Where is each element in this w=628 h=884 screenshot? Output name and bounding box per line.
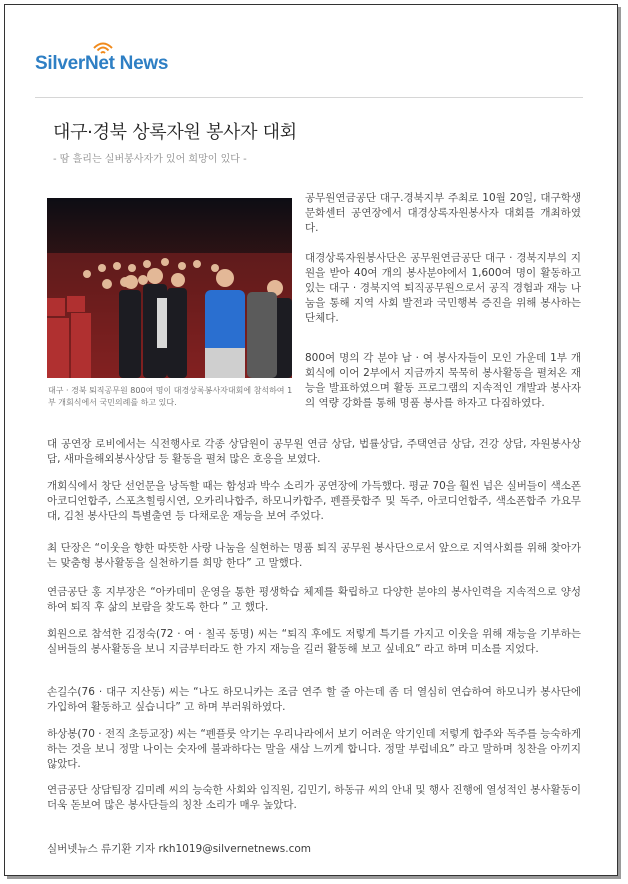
- reporter-byline: 실버넷뉴스 류기환 기자 rkh1019@silvernetnews.com: [47, 843, 311, 855]
- photo-caption: 대구 · 경북 퇴직공무원 800여 명이 대경상록봉사자대회에 참석하여 1부 개회식에서 국민의례를 하고 있다.: [48, 386, 293, 407]
- paragraph-3: 800여 명의 각 분야 남 · 여 봉사자들이 모인 가운데 1부 개회식에 이어 2부에서 지금까지 묵묵히 봉사활동을 펼쳐온 재능을 발표하였으며 활동 프로그램의 지속적인 개발과 봉사자의 역량 강화를 통해 명품 봉사를 하자고 다짐하였다.: [305, 352, 581, 409]
- paragraph-10: 하상봉(70 · 전직 초등교장) 씨는 “펜플룻 악기는 우리나라에서 보기 어려운 악기인데 저렇게 합주와 독주를 능숙하게 하는 것을 보니 정말 나이는 숫자에 불과하다는 말을 새삼 느끼게 합니다. 정말 부럽네요” 라고 말하며 칭찬을 아끼지 않았다.: [47, 728, 581, 770]
- article-page: [4, 4, 618, 876]
- paragraph-2: 대경상록자원봉사단은 공무원연금공단 대구 · 경북지부의 지원을 받아 40여 개의 봉사분야에서 1,600여 명이 활동하고 있는 대구 · 경북지역 퇴직공무원으로서 공직 경험과 재능 나눔을 통해 지역 사회 발전과 국민행복 증진을 위해 봉사하는 단체다.: [305, 252, 581, 324]
- article-subheadline: - 땀 흘리는 실버봉사자가 있어 희망이 있다 -: [53, 154, 247, 165]
- header-divider: [35, 97, 583, 98]
- paragraph-6: 최 단장은 “이웃을 향한 따뜻한 사랑 나눔을 실현하는 명품 퇴직 공무원 봉사단으로서 앞으로 지역사회를 위해 찾아가는 맞춤형 봉사활동을 실천하기를 희망 한다” 고 말했다.: [47, 542, 581, 569]
- paragraph-8: 회원으로 참석한 김정숙(72 · 여 · 칠곡 동명) 씨는 “퇴직 후에도 저렇게 특기를 가지고 이웃을 위해 재능을 기부하는 실버들의 봉사활동을 보니 지금부터라도 한 가지 재능을 길러 활동해 보고 싶네요” 라고 하며 미소를 지었다.: [47, 628, 581, 655]
- paragraph-9: 손길수(76 · 대구 지산동) 씨는 “나도 하모니카는 조금 연주 할 줄 아는데 좀 더 열심히 연습하여 하모니카 봉사단에 가입하여 활동하고 싶습니다” 고 하며 부러워하였다.: [47, 686, 581, 713]
- logo-text-silver: Silver: [35, 53, 85, 74]
- paragraph-4: 대 공연장 로비에서는 식전행사로 각종 상담원이 공무원 연금 상담, 법률상담, 주택연금 상담, 건강 상담, 자원봉사상담, 새마을해외봉사상담 등 활동을 펼쳐 많은 호응을 보였다.: [47, 438, 581, 465]
- paragraph-11: 연금공단 상담팀장 김미례 씨의 능숙한 사회와 임직원, 김민기, 하동규 씨의 안내 및 행사 진행에 열성적인 봉사활동이 더욱 돋보여 많은 봉사단들의 칭찬 소리가 매우 높았다.: [47, 784, 581, 811]
- paragraph-5: 개회식에서 창단 선언문을 낭독할 때는 함성과 박수 소리가 공연장에 가득했다. 평균 70을 훨씬 넘은 실버들이 색소폰 아코디언합주, 스포츠힐링시연, 오카리나합주, 하모니카합주, 펜플룻합주 및 독주, 아코디언합주, 색소폰합주 가요무대, 김천 봉사단의 특별출연 등 다채로운 재능을 보여 주었다.: [47, 480, 581, 522]
- article-headline: 대구·경북 상록자원 봉사자 대회: [53, 122, 297, 143]
- paragraph-7: 연금공단 홍 지부장은 “아카데미 운영을 통한 평생학습 체제를 확립하고 다양한 분야의 봉사인력을 지속적으로 양성하여 퇴직 후 삶의 보람을 찾도록 한다 ” 고 했다.: [47, 586, 581, 613]
- silvernet-news-logo[interactable]: [35, 53, 168, 83]
- event-photo: [47, 198, 292, 378]
- logo-text-news: News: [114, 53, 169, 74]
- paragraph-1: 공무원연금공단 대구.경북지부 주최로 10월 20일, 대구학생문화센터 공연장에서 대경상록자원봉사자 대회를 개최하였다.: [305, 192, 581, 234]
- logo-text-net: Net: [84, 53, 115, 74]
